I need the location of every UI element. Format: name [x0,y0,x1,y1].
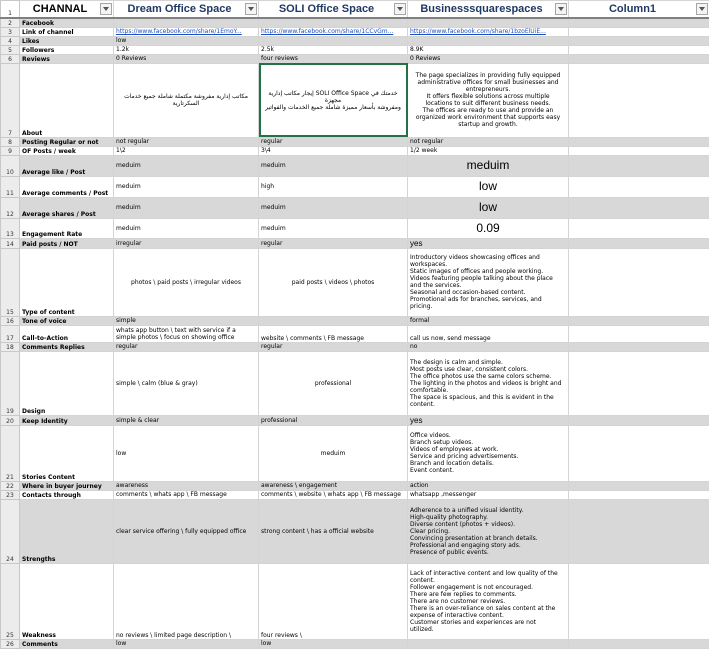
cell-line: Professional and engaging story ads. [410,541,521,549]
cell[interactable]: photos \ paid posts \ irregular videos [114,248,259,316]
cell[interactable] [408,27,569,36]
row-number[interactable]: 26 [1,639,20,648]
cell-line: Event content. [410,467,454,474]
cell[interactable]: meduim [259,155,408,176]
header-label: SOLI Office Space [278,3,375,15]
cell[interactable]: Comments [20,639,114,648]
cell[interactable]: Engagement Rate [20,218,114,238]
cell[interactable]: 0.09 [408,218,569,238]
cell-line: Seasonal and occasion-based content. [410,289,526,296]
column-header-column1[interactable] [569,1,709,19]
selected-cell[interactable] [259,63,408,137]
filter-dropdown-icon[interactable] [394,3,406,15]
table-row [1,639,709,648]
cell[interactable]: 1.2k [114,45,259,54]
cell[interactable] [114,27,259,36]
cell[interactable]: Link of channel [20,27,114,36]
table-row [1,176,709,197]
cell[interactable]: meduim [259,218,408,238]
cell[interactable]: awareness [114,481,259,490]
cell[interactable]: yes [408,415,569,425]
row-number[interactable]: 1 [1,1,20,19]
column-header-dream-office[interactable] [114,1,259,19]
cell[interactable] [114,18,259,27]
row-number[interactable]: 17 [1,325,20,342]
cell[interactable] [569,248,709,316]
cell[interactable]: About [20,63,114,137]
cell[interactable] [408,248,569,316]
cell[interactable] [408,351,569,415]
cell-line: Promotional ads for branches, services, and [410,296,542,303]
cell-line: Videos of employees at work. [410,446,499,453]
cell-line: The page specializes in providing fully equipped [415,72,561,79]
cell[interactable]: whatsapp ,messenger [408,490,569,499]
cell[interactable]: regular [114,342,259,351]
filter-dropdown-icon[interactable] [696,3,708,15]
cell-line: The design is calm and simple. [410,358,503,366]
cell-line: workspaces. [410,261,448,268]
cell-line: organized work environment that supports easy [415,114,561,121]
cell[interactable]: clear service offering \ fully equipped office [114,499,259,563]
cell[interactable]: call us now, send message [408,325,569,342]
cell[interactable]: Where in buyer journey [20,481,114,490]
cell-line: Branch setup videos. [410,439,474,446]
cell-line: content. [410,576,435,584]
cell[interactable]: awareness \ engagement [259,481,408,490]
row-number[interactable]: 6 [1,54,20,63]
header-label: Column1 [608,3,657,15]
cell[interactable]: OF Posts / week [20,146,114,155]
cell[interactable] [569,197,709,218]
cell[interactable]: meduim [114,218,259,238]
cell-line: ومفروشة بأسعار مميزة شاملة جميع الخدمات والفواتير [265,103,401,111]
cell[interactable]: meduim [114,155,259,176]
cell[interactable]: low [259,639,408,648]
cell[interactable]: low [408,176,569,197]
cell-line: Follower engagement is not encouraged. [410,583,534,591]
row-number[interactable]: 22 [1,481,20,490]
column-header-businesssquarespaces[interactable] [408,1,569,19]
cell[interactable]: not regular [408,137,569,146]
cell[interactable]: 8.9K [408,45,569,54]
row-number[interactable]: 16 [1,316,20,325]
cell[interactable]: low [114,36,259,45]
cell-line: utilized. [410,625,434,633]
cell[interactable]: Strengths [20,499,114,563]
cell[interactable] [569,27,709,36]
table-row [1,27,709,36]
table-row [1,197,709,218]
cell[interactable]: regular [259,342,408,351]
cell[interactable] [569,176,709,197]
cell[interactable]: meduim [114,176,259,197]
cell[interactable]: meduim [259,425,408,481]
cell[interactable]: comments \ whats app \ FB message [114,490,259,499]
row-number[interactable]: 18 [1,342,20,351]
row-number[interactable]: 24 [1,499,20,563]
table-row [1,146,709,155]
cell[interactable]: professional [259,415,408,425]
header-label: Businesssquarespaces [420,3,543,15]
cell-line: Lack of interactive content and low quality of the [410,569,558,577]
cell-line: There are no customer reviews. [410,597,506,605]
cell-line: simple photos \ focus on showing office [116,333,235,341]
cell-line: whats app button \ text with service if a [116,326,236,334]
row-number[interactable]: 21 [1,425,20,481]
cell-line: Videos featuring people talking about the place [410,275,553,282]
cell[interactable] [569,325,709,342]
cell[interactable] [569,639,709,648]
table-row [1,351,709,415]
header-label: Dream Office Space [127,3,232,15]
table-row [1,238,709,248]
row-number[interactable]: 23 [1,490,20,499]
column-header-channal[interactable] [20,1,114,19]
row-number[interactable]: 19 [1,351,20,415]
row-number[interactable]: 20 [1,415,20,425]
cell[interactable]: low [114,425,259,481]
cell[interactable] [569,238,709,248]
cell[interactable] [569,342,709,351]
cell-line: locations to suit different business needs. [425,100,551,107]
cell[interactable]: high [259,176,408,197]
cell[interactable] [569,415,709,425]
cell[interactable]: strong content \ has a official website [259,499,408,563]
table-row [1,490,709,499]
cell[interactable] [569,490,709,499]
row-number[interactable]: 10 [1,155,20,176]
header-row [1,1,709,19]
cell[interactable] [408,563,569,639]
cell[interactable]: 2.5k [259,45,408,54]
cell[interactable] [408,36,569,45]
filter-dropdown-icon[interactable] [245,3,257,15]
cell[interactable]: 0 Reviews [114,54,259,63]
cell[interactable]: Posting Regular or not [20,137,114,146]
row-number[interactable]: 9 [1,146,20,155]
row-number[interactable]: 8 [1,137,20,146]
cell[interactable]: meduim [259,197,408,218]
cell[interactable] [569,63,709,137]
cell[interactable] [569,218,709,238]
cell[interactable]: Contacts through [20,490,114,499]
cell[interactable]: website \ comments \ FB message [259,325,408,342]
table-row [1,425,709,481]
cell-line: Introductory videos showcasing offices and [410,254,540,261]
cell-line: Static images of offices and people working. [410,268,544,275]
cell-line: It offers flexible solutions across multiple [426,93,550,100]
row-number[interactable]: 11 [1,176,20,197]
cell[interactable]: Followers [20,45,114,54]
table-row [1,155,709,176]
cell[interactable] [259,316,408,325]
cell[interactable] [569,137,709,146]
cell[interactable]: 3\4 [259,146,408,155]
cell[interactable] [408,63,569,137]
cell-line: Service and pricing advertisements. [410,453,519,460]
cell[interactable]: Weakness [20,563,114,639]
table-row [1,481,709,490]
cell[interactable]: Average comments / Post [20,176,114,197]
cell-line: comfortable. [410,386,449,394]
channel-link[interactable]: https://www.facebook.com/share/1EmoY... [116,28,242,35]
cell-line: The office photos use the same colors scheme. [410,372,552,380]
cell-line: Clear pricing. [410,527,451,535]
cell[interactable]: simple [114,316,259,325]
cell[interactable]: Paid posts / NOT [20,238,114,248]
cell[interactable] [569,316,709,325]
cell[interactable]: irregular [114,238,259,248]
cell[interactable]: 0 Reviews [408,54,569,63]
cell-line: Presence of public events. [410,548,489,556]
cell-line: The space is spacious, and this is evident in the [410,393,554,401]
table-row [1,18,709,27]
cell[interactable] [569,425,709,481]
cell[interactable]: paid posts \ videos \ photos [259,248,408,316]
cell[interactable] [259,18,408,27]
filter-dropdown-icon[interactable] [100,3,112,15]
table-row [1,36,709,45]
cell-line: Diverse content (photos + videos). [410,520,515,528]
table-row [1,218,709,238]
table-row [1,325,709,342]
cell-line: خدمتك في SOLI Office Space إيجار مكاتب إدارية مجهزة [268,89,398,104]
cell[interactable]: simple & clear [114,415,259,425]
cell[interactable]: formal [408,316,569,325]
cell[interactable]: regular [259,137,408,146]
cell[interactable]: meduim [408,155,569,176]
table-row [1,137,709,146]
cell[interactable]: Average like / Post [20,155,114,176]
row-number[interactable]: 5 [1,45,20,54]
cell[interactable]: Call-to-Action [20,325,114,342]
cell[interactable] [569,481,709,490]
cell[interactable]: Average shares / Post [20,197,114,218]
cell[interactable]: no reviews \ limited page description \ [114,563,259,639]
cell-line: The lighting in the photos and videos is bright and [410,379,562,387]
filter-dropdown-icon[interactable] [555,3,567,15]
cell-line: Office videos. [410,432,451,439]
cell[interactable] [259,27,408,36]
table-row [1,499,709,563]
cell-line: and the services. [410,282,462,289]
cell[interactable]: comments \ website \ whats app \ FB message [259,490,408,499]
column-header-soli-office[interactable] [259,1,408,19]
table-row [1,415,709,425]
cell-line: content. [410,400,435,408]
table-row [1,54,709,63]
row-number[interactable]: 15 [1,248,20,316]
cell[interactable] [259,36,408,45]
cell[interactable]: Keep Identity [20,415,114,425]
cell[interactable] [569,54,709,63]
cell-line: There are few replies to comments. [410,590,517,598]
cell-line: startup and growth. [458,121,518,128]
cell[interactable]: 1/2 week [408,146,569,155]
cell-line: Customer stories and experiences are not [410,618,536,626]
channel-link[interactable]: https://www.facebook.com/share/1bzoElUiE... [410,28,546,35]
cell[interactable] [114,325,259,342]
table-row [1,563,709,639]
cell[interactable]: Facebook [20,18,114,27]
cell[interactable]: Design [20,351,114,415]
cell[interactable]: simple \ calm (blue & gray) [114,351,259,415]
cell[interactable]: Type of content [20,248,114,316]
cell-line: expense of interactive content. [410,611,504,619]
row-number[interactable]: 12 [1,197,20,218]
cell-line: High-quality photography. [410,513,488,521]
cell[interactable] [408,499,569,563]
cell[interactable] [569,146,709,155]
cell[interactable]: low [408,197,569,218]
table-row [1,248,709,316]
cell[interactable]: low [114,639,259,648]
cell[interactable]: Stories Content [20,425,114,481]
cell-line: Most posts use clear, consistent colors. [410,365,528,373]
cell[interactable]: no [408,342,569,351]
cell[interactable]: Reviews [20,54,114,63]
channel-link[interactable]: https://www.facebook.com/share/1CCvGm... [261,28,394,35]
row-number[interactable]: 7 [1,63,20,137]
row-number[interactable]: 4 [1,36,20,45]
cell[interactable] [408,425,569,481]
cell[interactable] [569,18,709,27]
cell[interactable] [569,499,709,563]
cell-line: administrative offices for small businesses and [417,79,559,86]
row-number[interactable]: 13 [1,218,20,238]
cell[interactable] [408,639,569,648]
cell[interactable]: meduim [114,197,259,218]
cell[interactable]: four reviews [259,54,408,63]
cell[interactable]: professional [259,351,408,415]
cell[interactable]: four reviews \ [259,563,408,639]
table-row [1,316,709,325]
cell[interactable] [569,45,709,54]
cell[interactable]: مكاتب إدارية مفروشة مكتملة شاملة جميع خدمات السكرتارية [114,63,259,137]
cell-line: Adherence to a unified visual identity. [410,506,524,514]
table-row [1,63,709,137]
header-label: CHANNAL [32,3,88,15]
row-number[interactable]: 3 [1,27,20,36]
cell[interactable]: 1\2 [114,146,259,155]
cell[interactable]: regular [259,238,408,248]
cell[interactable]: yes [408,238,569,248]
cell[interactable]: Likes [20,36,114,45]
cell[interactable] [569,563,709,639]
cell[interactable]: Tone of voice [20,316,114,325]
cell[interactable]: not regular [114,137,259,146]
cell-line: There is an over-reliance on sales content at the [410,604,556,612]
table-row [1,342,709,351]
cell-line: Convincing presentation at branch details. [410,534,538,542]
cell-line: entrepreneurs. [465,86,511,93]
row-number[interactable]: 25 [1,563,20,639]
cell[interactable] [569,351,709,415]
cell[interactable]: Comments Replies [20,342,114,351]
row-number[interactable]: 2 [1,18,20,27]
cell[interactable]: action [408,481,569,490]
cell-line: Branch and location details. [410,460,494,467]
cell[interactable] [569,36,709,45]
row-number[interactable]: 14 [1,238,20,248]
cell-line: pricing. [410,303,433,310]
cell-line: The offices are ready to use and provide an [422,107,554,114]
table-row [1,45,709,54]
cell[interactable] [408,18,569,27]
cell[interactable] [569,155,709,176]
